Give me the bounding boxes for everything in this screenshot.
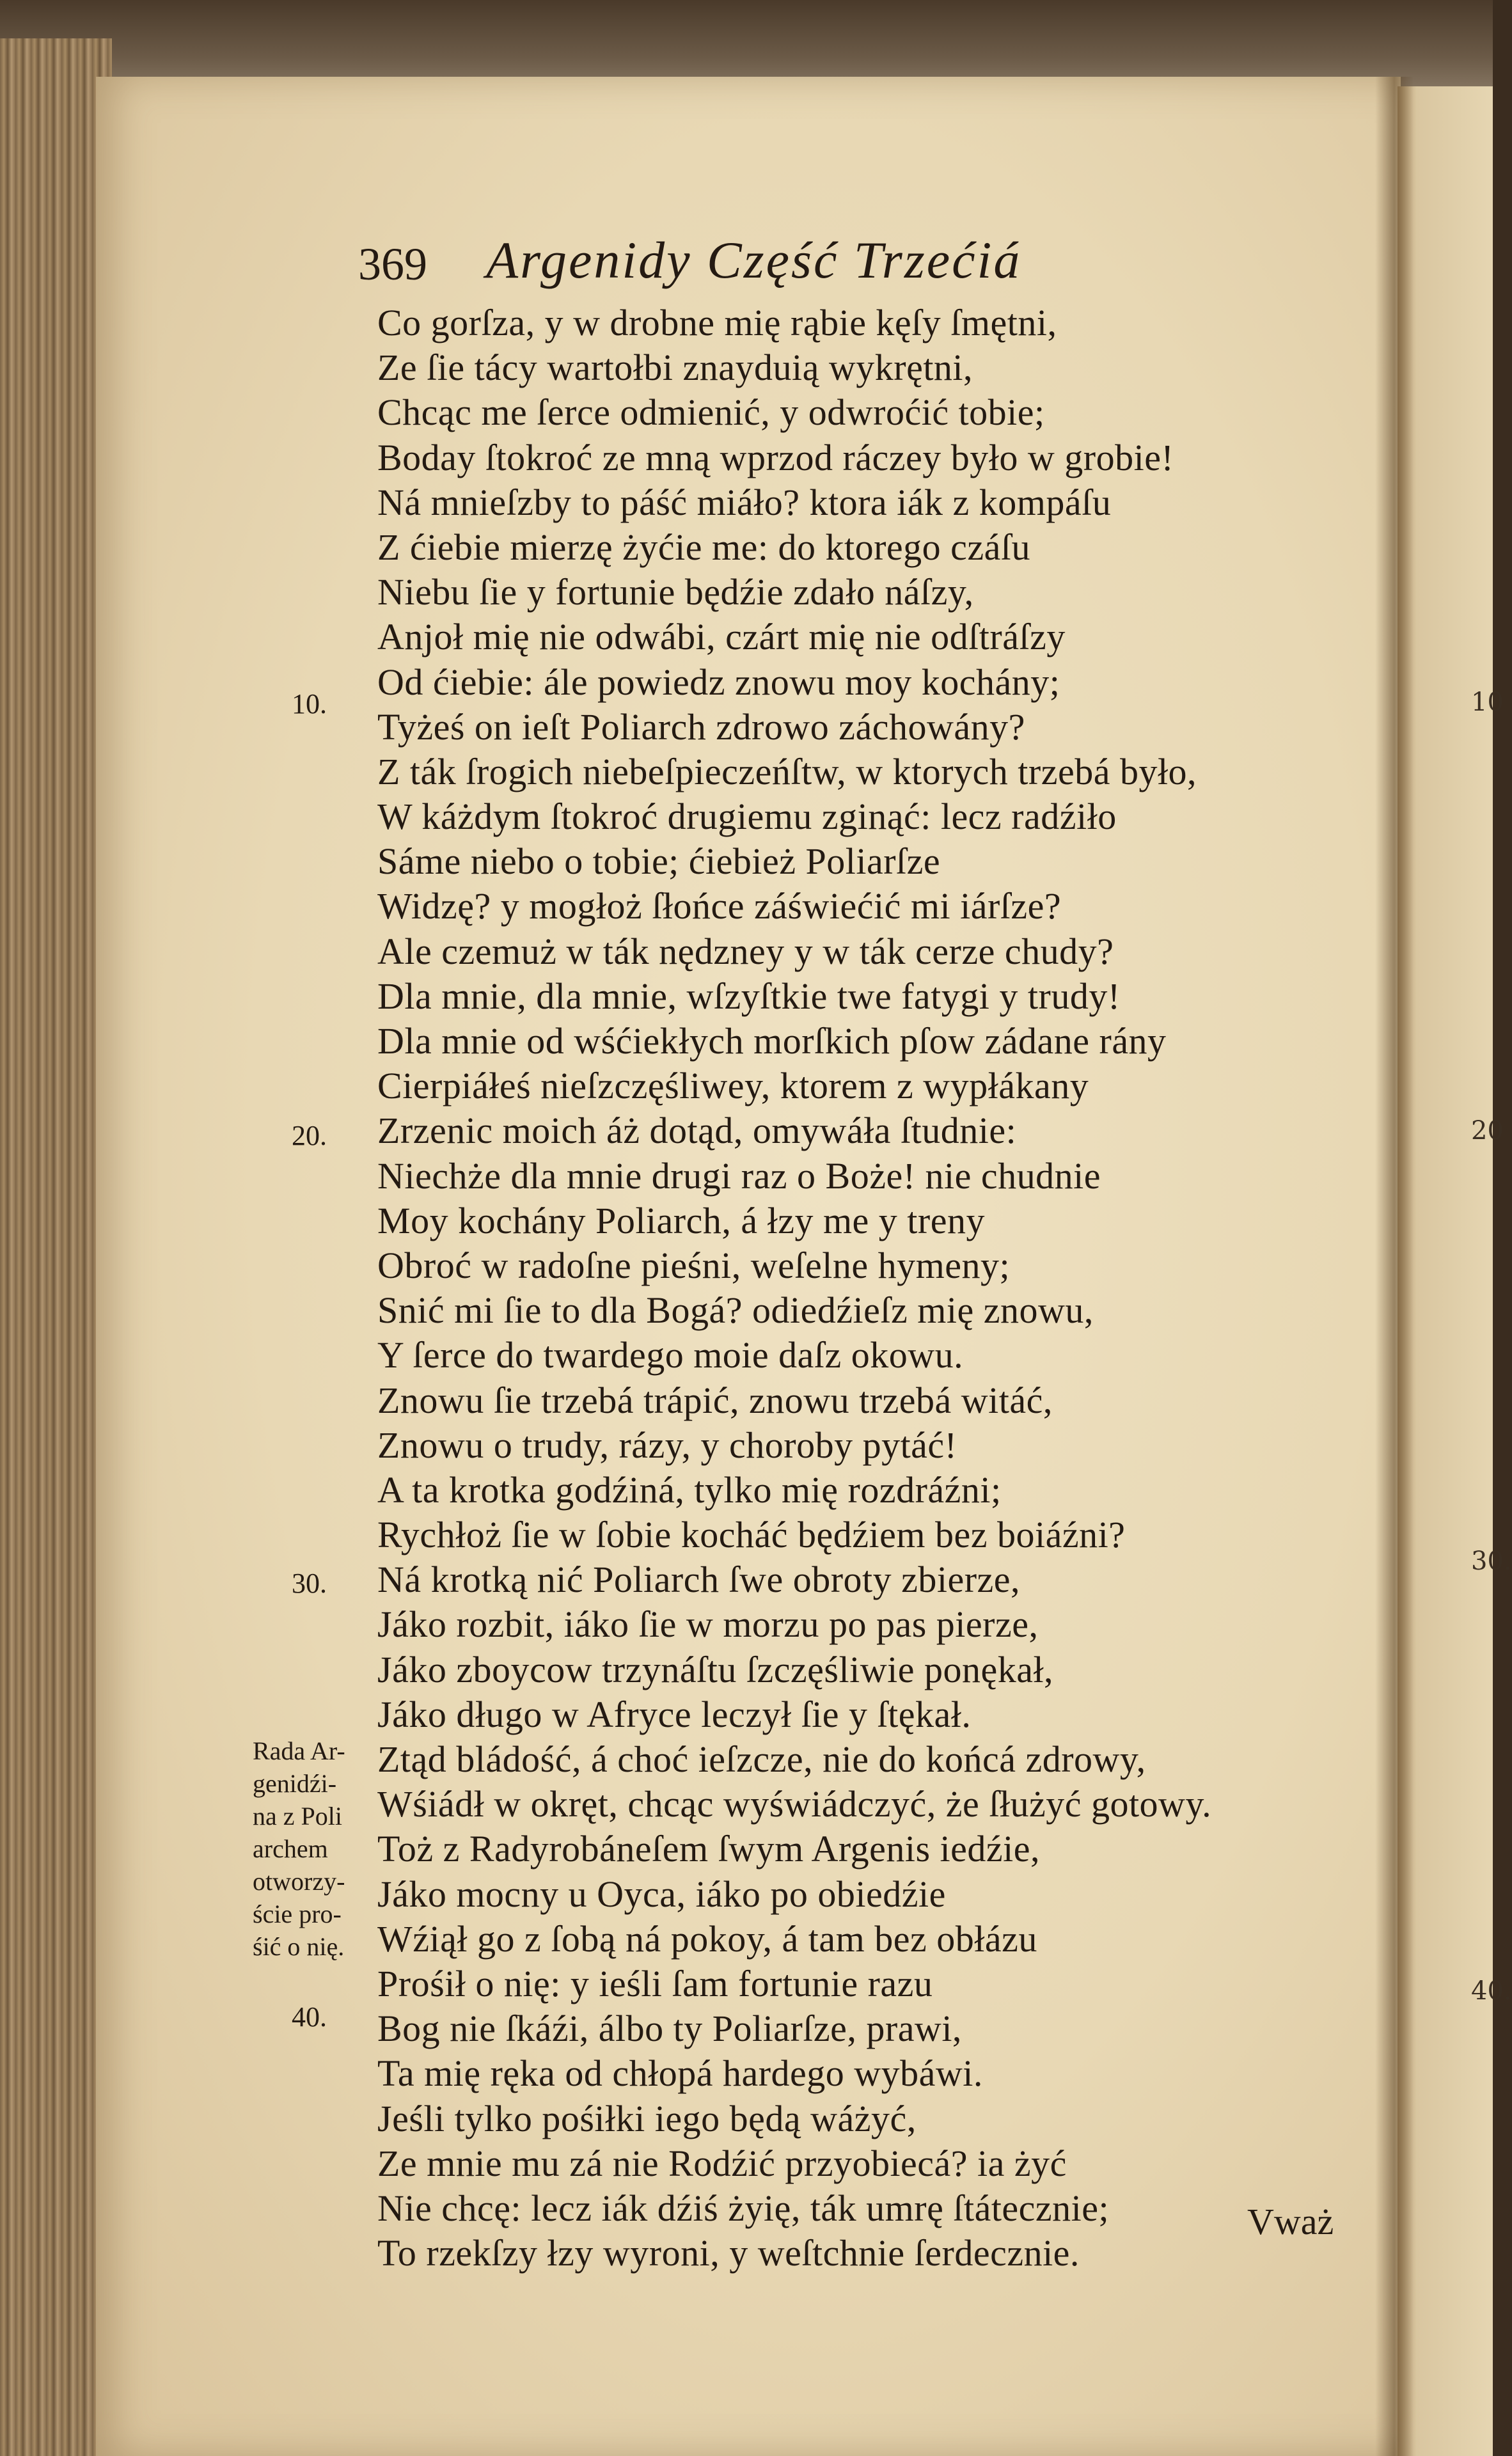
marginal-note-line: otworzy-	[253, 1867, 345, 1896]
verse-line: Ta mię ręka od chłopá hardego wybáwi.	[377, 2052, 983, 2095]
verse-line: Ztąd bládość, á choć ieſzcze, nie do końcá zdrowy,	[377, 1738, 1146, 1780]
verse-line: Ze mnie mu zá nie Rodźić przyobiecá? ia żyć	[377, 2142, 1067, 2184]
line-number: 10.	[292, 688, 327, 720]
verse-line: Obroć w radoſne pieśni, weſelne hymeny;	[377, 1244, 1011, 1286]
verse-line: Rychłoż ſie w ſobie kocháć będźiem bez boiáźni?	[377, 1514, 1126, 1556]
verse-line: Co gorſza, y w drobne mię rąbie kęſy ſmętni,	[377, 302, 1057, 343]
verse-line: Wźiął go z ſobą ná pokoy, á tam bez obłázu	[377, 1917, 1037, 1960]
verse-line: Toż z Radyrobáneſem ſwym Argenis iedźie,	[377, 1828, 1041, 1870]
verse-line: Jáko zboycow trzynáſtu ſzczęśliwie ponękał,	[377, 1648, 1054, 1690]
verse-line: Dla mnie, dla mnie, wſzyſtkie twe fatygi y trudy!	[377, 975, 1121, 1017]
verse-line: Boday ſtokroć ze mną wprzod ráczey było w grobie!	[377, 436, 1174, 478]
line-number: 40.	[292, 2001, 327, 2033]
verse-line: Niechże dla mnie drugi raz o Boże! nie chudnie	[377, 1154, 1101, 1197]
line-number: 30.	[292, 1568, 327, 1599]
facing-page-line-number: 30.	[1471, 1547, 1512, 1576]
running-title: Argenidy Część Trzećiá	[486, 231, 1022, 289]
page-header	[358, 230, 1318, 301]
marginal-note-line: śić o nię.	[253, 1932, 345, 1961]
catchword: Vważ	[1247, 2201, 1334, 2242]
verse-line: Znowu o trudy, rázy, y choroby pytáć!	[377, 1424, 957, 1466]
facing-page-line-number: 40.	[1471, 1976, 1512, 2006]
verse-line: Z ták ſrogich niebeſpieczeńſtw, w ktorych trzebá było,	[377, 750, 1197, 792]
marginal-note-line: na z Poli	[253, 1802, 342, 1830]
verse-line: Y ſerce do twardego moie daſz okowu.	[377, 1334, 964, 1376]
verse-line: Bog nie ſkáźi, álbo ty Poliarſze, prawi,	[377, 2008, 962, 2050]
verse-line: Wśiádł w okręt, chcąc wyświádczyć, że ſłużyć gotowy.	[377, 1783, 1212, 1825]
verse-line: Nie chcę: lecz iák dźiś żyię, ták umrę ſtátecznie;	[377, 2187, 1110, 2229]
marginal-note-line: archem	[253, 1834, 328, 1863]
verse-line: Niebu ſie y fortunie będźie zdało náſzy,	[377, 571, 974, 613]
line-number: 20.	[292, 1120, 327, 1151]
verse-text	[377, 301, 1337, 2276]
marginal-note	[253, 1735, 381, 1963]
verse-line: W káżdym ſtokroć drugiemu zginąć: lecz radźiło	[377, 796, 1117, 838]
marginal-note-line: genidźi-	[253, 1769, 337, 1798]
facing-page-line-number: 10	[1471, 688, 1504, 717]
verse-line: Od ćiebie: ále powiedz znowu moy kochány;	[377, 661, 1060, 703]
page-number: 369	[358, 239, 427, 290]
verse-line: Z ćiebie mierzę żyćie me: do ktorego czáſu	[377, 526, 1030, 568]
page-gutter-shadow	[1375, 77, 1414, 2456]
page-stack-edge	[0, 38, 112, 2456]
verse-line: Moy kochány Poliarch, á łzy me y treny	[377, 1199, 985, 1241]
marginal-note-line: Rada Ar-	[253, 1736, 345, 1765]
verse-line: Cierpiáłeś nieſzczęśliwey, ktorem z wypłákany	[377, 1065, 1089, 1107]
verse-line: Jeśli tylko pośiłki iego będą wáżyć,	[377, 2097, 917, 2139]
verse-line: Znowu ſie trzebá trápić, znowu trzebá witáć,	[377, 1379, 1053, 1421]
verse-line: Chcąc me ſerce odmienić, y odwroćić tobie;	[377, 391, 1045, 434]
verse-line: Sáme niebo o tobie; ćiebież Poliarſze	[377, 840, 941, 883]
verse-line: Tyżeś on ieſt Poliarch zdrowo záchowány?	[377, 705, 1025, 748]
verse-line: Widzę? y mogłoż ſłońce záświećić mi iárſze?	[377, 885, 1062, 927]
verse-line: Dla mnie od wśćiekłych morſkich pſow zádane rány	[377, 1020, 1167, 1062]
marginal-note-line: ście pro-	[253, 1900, 342, 1928]
verse-line: Snić mi ſie to dla Bogá? odiedźieſz mię znowu,	[377, 1289, 1094, 1332]
verse-line: Prośił o nię: y ieśli ſam fortunie razu	[377, 1962, 933, 2004]
verse-line: Ná mnieſzby to páść miáło? ktora iák z kompáſu	[377, 481, 1112, 523]
verse-line: Ale czemuż w ták nędzney y w ták cerze chudy?	[377, 930, 1114, 972]
verse-line: Ze ſie tácy wartołbi znayduią wykrętni,	[377, 347, 973, 389]
facing-page-line-number: 20	[1471, 1116, 1504, 1145]
verse-line: A ta krotka godźiná, tylko mię rozdráźni;	[377, 1468, 1002, 1511]
verse-line: Zrzenic moich áż dotąd, omywáła ſtudnie:	[377, 1110, 1017, 1152]
verse-line: To rzekſzy łzy wyroni, y weſtchnie ſerdecznie.	[377, 2232, 1080, 2274]
verse-line: Jáko rozbit, iáko ſie w morzu po pas pierze,	[377, 1603, 1039, 1646]
verse-line: Jáko mocny u Oyca, iáko po obiedźie	[377, 1873, 946, 1915]
verse-line: Ná krotką nić Poliarch ſwe obroty zbierze,	[377, 1559, 1021, 1601]
verse-line: Anjoł mię nie odwábi, czárt mię nie odſtráſzy	[377, 616, 1066, 658]
verse-line: Jáko długo w Afryce leczył ſie y ſtękał.	[377, 1693, 972, 1735]
